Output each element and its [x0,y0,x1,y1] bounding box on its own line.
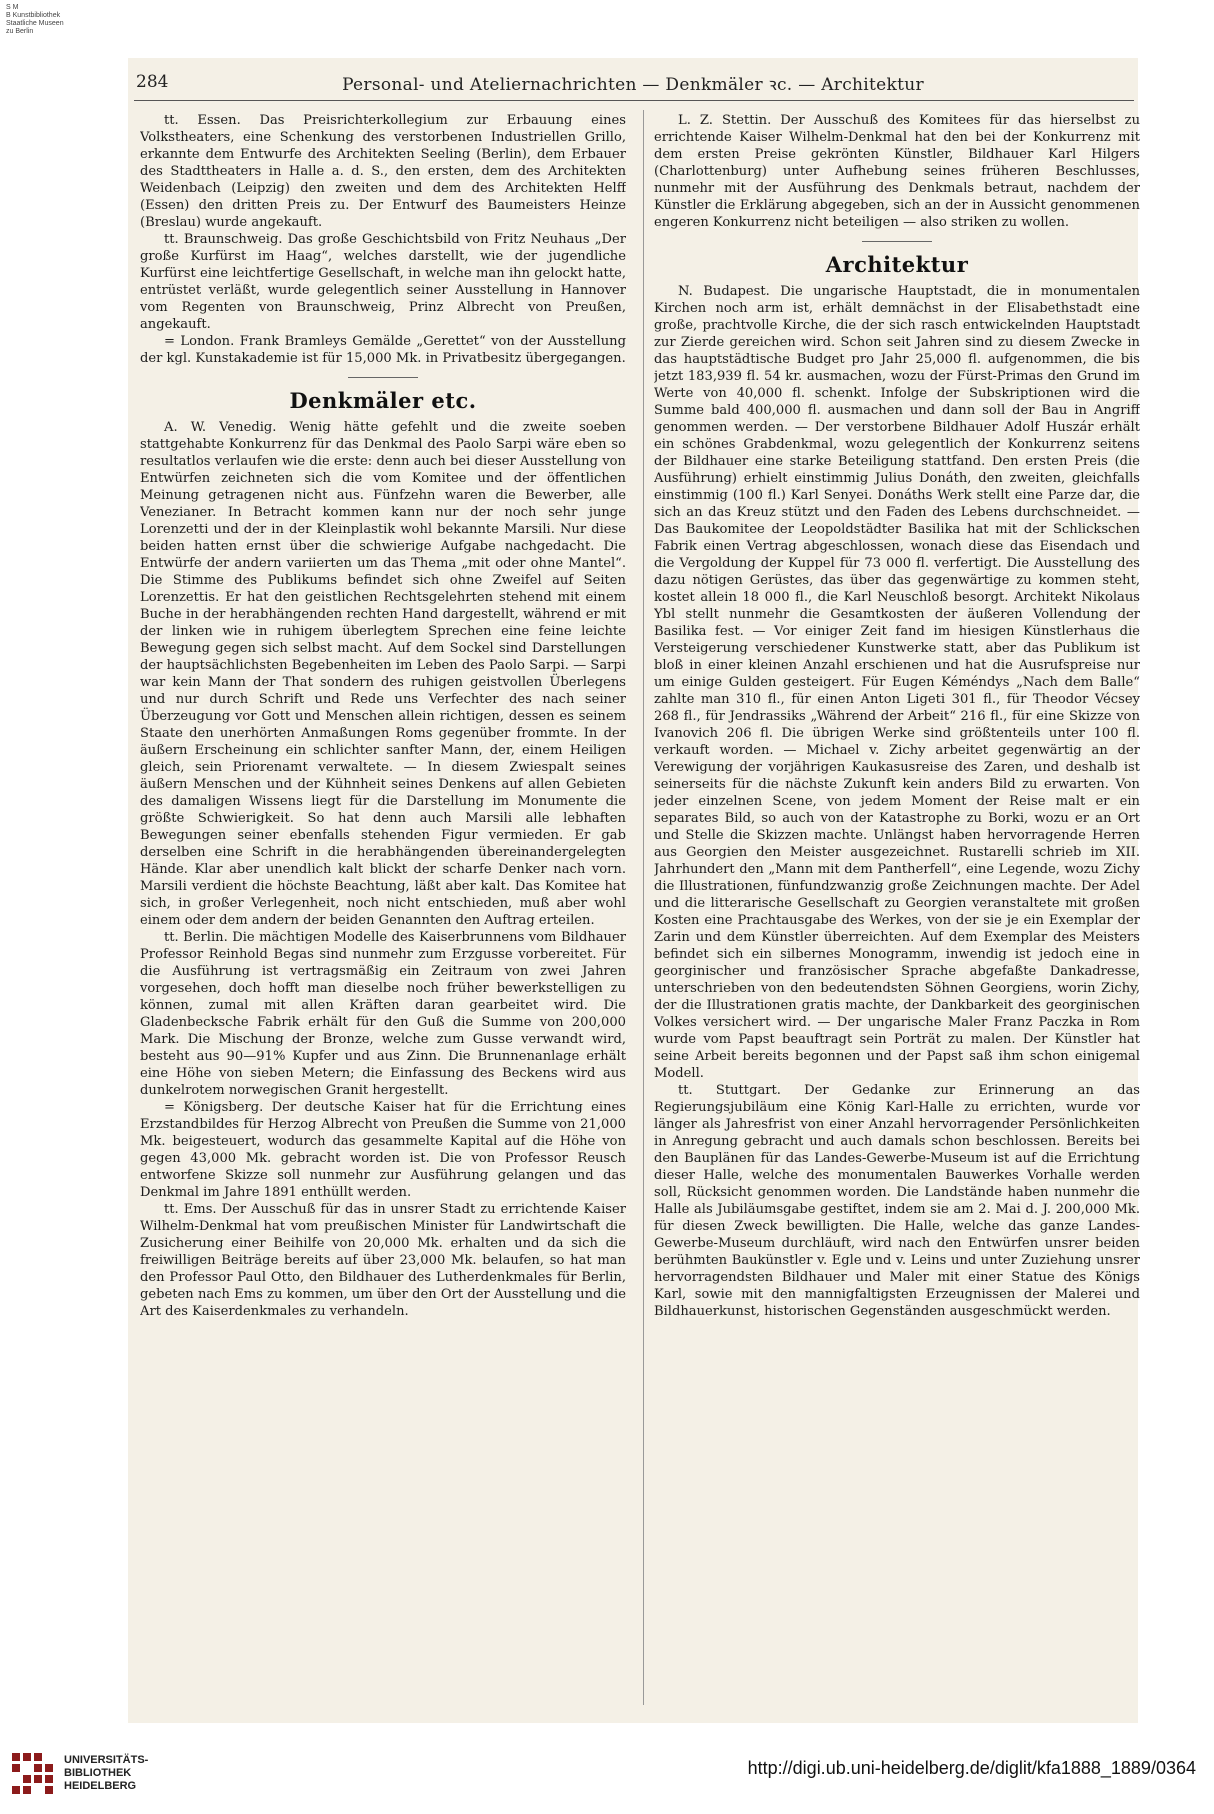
header-rule [134,100,1134,101]
running-title: Personal- und Ateliernachrichten — Denkmäler ꝛc. — Architektur [342,75,924,95]
section-divider [348,377,418,378]
news-paragraph: A. W. Venedig. Wenig hätte gefehlt und die zweite soeben stattgehabte Konkurrenz für das Denkmal des Paolo Sarpi wäre eben so resultatlos verlaufen wie die erste: denn auch bei dieser Ausstellung von Entwürfen zeichneten sich die vom Komitee und der öffentlichen Meinung getragenen nicht aus. Fünfzehn waren die Bewerber, alle Venezianer. In Betracht kommen kann nur der noch sehr junge Lorenzetti und der in der Kleinplastik wohl bekannte Marsili. Nur diese beiden hatten ernst über die schwierige Aufgabe nachgedacht. Die Entwürfe der andern variierten um das Thema „mit oder ohne Mantel“. Die Stimme des Publikums befindet sich ohne Zweifel auf Seiten Lorenzettis. Er hat den geistlichen Rechtsgelehrten stehend mit einem Buche in der herabhängenden rechten Hand dargestellt, während er mit der linken wie in ruhigem überlegtem Sprechen eine feine leichte Bewegung gegen sich selbst macht. Auf dem Sockel sind Darstellungen der hauptsächlichsten Begebenheiten im Leben des Paolo Sarpi. — Sarpi war kein Mann der That sondern des ruhigen geistvollen Überlegens und nur durch Schrift und Rede uns Verfechter des nach seiner Überzeugung vor Gott und Menschen allein richtigen, dessen es seinem Staate den unerhörten Anmaßungen Roms gegenüber frommte. In der äußern Erscheinung ein schlichter sanfter Mann, der, einem Heiligen gleich, sein Priorenamt verwaltete. — In diesem Zwiespalt seines äußern Menschen und der Kühnheit seines Denkens auf allen Gebieten des damaligen Wissens liegt für die Darstellung im Monumente die größte Schwierigkeit. So hat denn auch Marsili alle lebhaften Bewegungen seiner ebenfalls stehenden Figur vermieden. Er gab derselben eine Schrift in die herabhängenden übereinandergelegten Hände. Klar aber unendlich kalt blickt der scharfe Denker nach vorn. Marsili verdient die höchste Beachtung, läßt aber kalt. Das Komitee hat sich, in großer Verlegenheit, noch nicht entschieden, muß aber wohl einem oder dem andern der beiden Genannten den Auftrag erteilen. [140,420,626,928]
library-stamp [6,4,96,36]
news-paragraph: = London. Frank Bramleys Gemälde „Gerettet“ von der Ausstellung der kgl. Kunstakademie ist für 15,000 Mk. in Privatbesitz übergegangen. [140,334,626,366]
news-paragraph: tt. Ems. Der Ausschuß für das in unsrer Stadt zu errichtende Kaiser Wilhelm-Denkmal hat vom preußischen Minister für Landwirtschaft die Zusicherung einer Beihilfe von 20,000 Mk. erhalten und da sich die freiwilligen Beiträge bereits auf über 23,000 Mk. belaufen, so hat man den Professor Paul Otto, den Bildhauer des Lutherdenkmales für Berlin, gebeten nach Ems zu kommen, um über den Ort der Ausstellung und die Art des Kaiserdenkmales zu verhandeln. [140,1202,626,1319]
news-paragraph: L. Z. Stettin. Der Ausschuß des Komitees für das hierselbst zu errichtende Kaiser Wilhelm-Denkmal hat den bei der Konkurrenz mit dem ersten Preise gekrönten Künstler, Bildhauer Karl Hilgers (Charlottenburg) unter Aufhebung seines früheren Beschlusses, nunmehr mit der Ausführung des Denkmals betraut, nachdem der Künstler die Erklärung abgegeben, sich an der in Aussicht genommenen engeren Konkurrenz nicht beteiligen — also striken zu wollen. [654,113,1140,230]
news-paragraph: tt. Braunschweig. Das große Geschichtsbild von Fritz Neuhaus „Der große Kurfürst im Haag“, welches darstellt, wie der jugendliche Kurfürst eine leichtfertige Gesellschaft, in welche man ihn gelockt hatte, entrüstet verläßt, wurde gelegentlich seiner Ausstellung in Hannover vom Regenten von Braunschweig, Prinz Albrecht von Preußen, angekauft. [140,232,626,332]
page-number: 284 [136,72,169,92]
news-paragraph: tt. Essen. Das Preisrichterkollegium zur Erbauung eines Volkstheaters, eine Schenkung des verstorbenen Industriellen Grillo, erkannte dem Entwurfe des Architekten Seeling (Berlin), dem Erbauer des Stadttheaters in Halle a. d. S., den ersten, dem des Architekten Weidenbach (Leipzig) den zweiten und dem des Architekten Helff (Essen) den dritten Preis zu. Der Entwurf des Baumeisters Heinze (Breslau) wurde angekauft. [140,113,626,230]
section-heading-denkmaeler: Denkmäler etc. [289,388,477,413]
stamp-line: S M [6,4,19,11]
library-name-line: UNIVERSITÄTS- [64,1754,149,1766]
column-divider [643,110,644,1705]
section-heading-architektur: Architektur [825,252,969,277]
right-column [654,112,1140,1707]
news-paragraph: = Königsberg. Der deutsche Kaiser hat für die Errichtung eines Erzstandbildes für Herzog Albrecht von Preußen die Summe von 21,000 Mk. beigesteuert, wodurch das gesammelte Kapital auf die Höhe von gegen 43,000 Mk. gebracht worden ist. Die von Professor Reusch entworfene Skizze soll nunmehr zur Ausführung gelangen und das Denkmal im Jahre 1891 enthüllt werden. [140,1100,626,1200]
stamp-line: zu Berlin [6,28,34,35]
running-head [128,70,1138,94]
permalink-url[interactable]: http://digi.ub.uni-heidelberg.de/diglit/kfa1888_1889/0364 [747,1758,1196,1778]
news-paragraph: tt. Stuttgart. Der Gedanke zur Erinnerung an das Regierungsjubiläum eine König Karl-Halle zu errichten, wurde vor länger als Jahresfrist von einer Anzahl hervorragender Persönlichkeiten in Anregung gebracht und auch damals schon beschlossen. Bereits bei den Bauplänen für das Landes-Gewerbe-Museum ist auf die Errichtung dieser Halle, welche des monumentalen Bauwerkes Vorhalle werden soll, Rücksicht genommen worden. Die Landstände haben nunmehr die Halle als Jubiläumsgabe gestiftet, indem sie am 2. Mai d. J. 200,000 Mk. für diesen Zweck bewilligten. Die Halle, welche das ganze Landes-Gewerbe-Museum durchläuft, wird nach den Entwürfen unsrer beiden berühmten Baukünstler v. Egle und v. Leins und unter Zuziehung unsrer hervorragendsten Bildhauer und Maler mit einer Statue des Königs Karl, sowie mit den mannigfaltigsten Erzeugnissen der Malerei und Bildhauerkunst, historischen Gegenständen ausgeschmückt werden. [654,1083,1140,1319]
stamp-line: Staatliche Museen [6,20,64,27]
left-column [140,112,626,1707]
news-paragraph: N. Budapest. Die ungarische Hauptstadt, die in monumentalen Kirchen noch arm ist, erhält demnächst in der Elisabethstadt eine große, prachtvolle Kirche, die der sich rasch entwickelnden Hauptstadt zur Zierde gereichen wird. Schon seit Jahren sind zu diesem Zwecke in das hauptstädtische Budget pro Jahr 25,000 fl. aufgenommen, die bis jetzt 183,939 fl. 54 kr. ausmachen, wozu der Fürst-Primas den Grund im Werte von 40,000 fl. schenkt. Infolge der Subskriptionen wird die Summe bald 400,000 fl. ausmachen und dann soll der Bau in Angriff genommen werden. — Der verstorbene Bildhauer Adolf Huszár erhält ein schönes Grabdenkmal, wozu gelegentlich der Konkurrenz seitens der Bildhauer eine starke Beteiligung stattfand. Den ersten Preis (die Ausführung) erhielt einstimmig Julius Donáth, den zweiten, gleichfalls einstimmig (100 fl.) Karl Senyei. Donáths Werk stellt eine Parze dar, die sich an das Kreuz stützt und den Faden des Lebens durchschneidet. — Das Baukomitee der Leopoldstädter Basilika hat mit der Schlickschen Fabrik einen Vertrag abgeschlossen, wonach diese das Eisendach und die Vergoldung der Kuppel für 73 000 fl. verfertigt. Die Ausstellung des dazu nötigen Gerüstes, das über das gegenwärtige zu kommen steht, kostet allein 18 000 fl., die Karl Neuschloß besorgt. Architekt Nikolaus Ybl stellt nunmehr die Gesamtkosten der äußeren Vollendung der Basilika fest. — Vor einiger Zeit fand im hiesigen Künstlerhaus die Versteigerung verschiedener Kunstwerke statt, aber das Publikum ist bloß in einer kleinen Anzahl erschienen und hat die Ausrufspreise nur um einige Gulden gesteigert. Für Eugen Kéméndys „Nach dem Balle“ zahlte man 310 fl., für einen Anton Ligeti 301 fl., für Theodor Vécsey 268 fl., für Jendrassiks „Während der Arbeit“ 216 fl., für eine Skizze von Ivanovich 206 fl. Die übrigen Werke sind größtenteils unter 100 fl. verkauft worden. — Michael v. Zichy arbeitet gegenwärtig an der Verewigung der vorjährigen Kaukasusreise des Zaren, und deshalb ist seinerseits für die nächste Zukunft kein anders Bild zu erwarten. Von jeder einzelnen Scene, von jedem Moment der Reise malt er ein separates Bild, so auch von der Katastrophe zu Borki, wozu er an Ort und Stelle die Skizzen machte. Unlängst haben hervorragende Herren aus Georgien den Meister ausgezeichnet. Rustarelli schrieb im XII. Jahrhundert den „Mann mit dem Pantherfell“, eine Legende, wozu Zichy die Illustrationen, fünfundzwanzig große Zeichnungen machte. Der Adel und die litterarische Gesellschaft zu Georgien veranstaltete mit großen Kosten eine Prachtausgabe des Werkes, von der sie je ein Exemplar der Zarin und dem Künstler überreichten. Auf dem Exemplar des Meisters befindet sich ein silbernes Monogramm, inwendig ist jedoch eine in georginischer und französischer Sprache abgefaßte Dankadresse, unterschrieben von den bedeutendsten Söhnen Georgiens, worin Zichy, der die Illustrationen gratis machte, der Dankbarkeit des georginischen Volkes versichert wird. — Der ungarische Maler Franz Paczka in Rom wurde vom Papst beauftragt sein Porträt zu malen. Der Künstler hat seine Arbeit bereits begonnen und der Papst saß ihm schon einigemal Modell. [654,284,1140,1081]
library-name-line: BIBLIOTHEK [64,1767,132,1779]
news-paragraph: tt. Berlin. Die mächtigen Modelle des Kaiserbrunnens vom Bildhauer Professor Reinhold Begas sind nunmehr zum Erzgusse vorbereitet. Für die Ausführung ist vertragsmäßig ein Zeitraum von zwei Jahren vorgesehen, doch hofft man dieselbe noch früher bewerkstelligen zu können, zumal mit allen Kräften daran gearbeitet wird. Die Gladenbecksche Fabrik erhält für den Guß die Summe von 200,000 Mark. Die Mischung der Bronze, welche zum Gusse verwandt wird, besteht aus 90—91% Kupfer und aus Zinn. Die Brunnenanlage erhält eine Höhe von sieben Metern; die Einfassung des Beckens wird aus dunkelrotem norwegischen Granit hergestellt. [140,930,626,1098]
library-name [64,1754,148,1793]
stamp-line: B Kunstbibliothek [6,12,61,19]
university-library-logo-icon [10,1751,56,1797]
library-name-line: HEIDELBERG [64,1780,137,1792]
section-divider [862,241,932,242]
